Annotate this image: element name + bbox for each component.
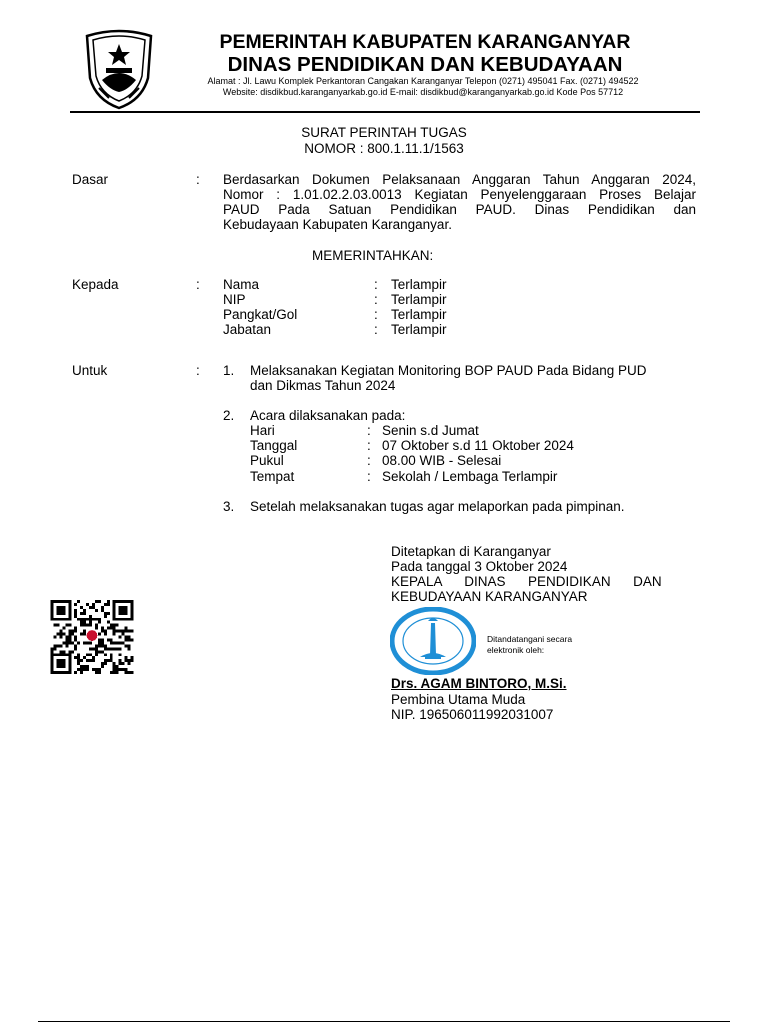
acara-value: 07 Oktober s.d 11 Oktober 2024: [382, 438, 574, 453]
header-line1: PEMERINTAH KABUPATEN KARANGANYAR: [219, 31, 631, 53]
untuk-item-num: 3.: [223, 499, 235, 514]
acara-colon: :: [367, 453, 371, 468]
kepada-value: Terlampir: [391, 277, 447, 292]
esign-line: Ditandatangani secara: [487, 634, 573, 644]
dasar-line: Kebudayaan Kabupaten Karanganyar.: [223, 217, 452, 232]
untuk-item-text: dan Dikmas Tahun 2024: [250, 378, 396, 393]
acara-key: Pukul: [250, 453, 284, 468]
kepada-label: Kepada: [72, 277, 119, 292]
untuk-item-num: 2.: [223, 408, 235, 423]
esign-line: elektronik oleh:: [487, 645, 545, 655]
dasar-line: PAUD Pada Satuan Pendidikan PAUD. Dinas Pendidikan dan: [223, 202, 696, 217]
acara-colon: :: [367, 469, 371, 484]
memerintahkan-heading: MEMERINTAHKAN:: [312, 248, 434, 263]
untuk-item-num: 1.: [223, 363, 235, 378]
acara-key: Hari: [250, 423, 275, 438]
qr-code: [50, 600, 134, 674]
kepada-value: Terlampir: [391, 292, 447, 307]
dasar-label: Dasar: [72, 172, 109, 187]
acara-key: Tanggal: [250, 438, 298, 453]
kepada-colon: :: [374, 292, 378, 307]
dasar-line: Nomor : 1.01.02.2.03.0013 Kegiatan Penyelenggaraan Proses Belajar: [223, 187, 696, 202]
kepada-colon: :: [196, 277, 200, 292]
header-line2: DINAS PENDIDIKAN DAN KEBUDAYAAN: [227, 53, 623, 76]
dasar-line: Berdasarkan Dokumen Pelaksanaan Anggaran Tahun Anggaran 2024,: [223, 172, 696, 187]
kepada-colon: :: [374, 277, 378, 292]
sign-date: Pada tanggal 3 Oktober 2024: [391, 559, 568, 574]
kepada-key: Pangkat/Gol: [223, 307, 298, 322]
kepada-key: Nama: [223, 277, 260, 292]
kepada-key: Jabatan: [223, 322, 272, 337]
signer-rank: Pembina Utama Muda: [391, 692, 526, 707]
untuk-colon: :: [196, 363, 200, 378]
kepada-value: Terlampir: [391, 307, 447, 322]
untuk-item-text: Acara dilaksanakan pada:: [250, 408, 406, 423]
header-website: Website: disdikbud.karanganyarkab.go.id E-mail: disdikbud@karanganyarkab.go.id Kode Pos 57712: [222, 87, 624, 97]
regency-logo: [84, 28, 154, 110]
signer-nip: NIP. 196506011992031007: [391, 707, 554, 722]
acara-value: 08.00 WIB - Selesai: [382, 453, 502, 468]
sign-position: KEPALA DINAS PENDIDIKAN DAN: [391, 574, 662, 589]
doc-title: SURAT PERINTAH TUGAS: [301, 125, 467, 140]
signer-name: Drs. AGAM BINTORO, M.Si.: [391, 676, 567, 691]
page-bottom-rule: [38, 1021, 730, 1022]
kepada-value: Terlampir: [391, 322, 447, 337]
kepada-colon: :: [374, 307, 378, 322]
untuk-item-text: Melaksanakan Kegiatan Monitoring BOP PAUD Pada Bidang PUD: [250, 363, 647, 378]
sign-position: KEBUDAYAAN KARANGANYAR: [391, 589, 588, 604]
acara-colon: :: [367, 423, 371, 438]
acara-value: Sekolah / Lembaga Terlampir: [382, 469, 558, 484]
acara-key: Tempat: [250, 469, 295, 484]
acara-value: Senin s.d Jumat: [382, 423, 479, 438]
acara-colon: :: [367, 438, 371, 453]
dasar-colon: :: [196, 172, 200, 187]
header-address: Alamat : Jl. Lawu Komplek Perkantoran Cangakan Karanganyar Telepon (0271) 495041 Fax. (0271) 494522: [207, 76, 639, 86]
kepada-key: NIP: [223, 292, 246, 307]
untuk-item-text: Setelah melaksanakan tugas agar melaporkan pada pimpinan.: [250, 499, 625, 514]
untuk-label: Untuk: [72, 363, 108, 378]
header-divider: [70, 111, 700, 113]
doc-number: NOMOR : 800.1.11.1/1563: [304, 141, 464, 156]
regency-seal-icon: [390, 607, 476, 675]
kepada-colon: :: [374, 322, 378, 337]
sign-place: Ditetapkan di Karanganyar: [391, 544, 551, 559]
